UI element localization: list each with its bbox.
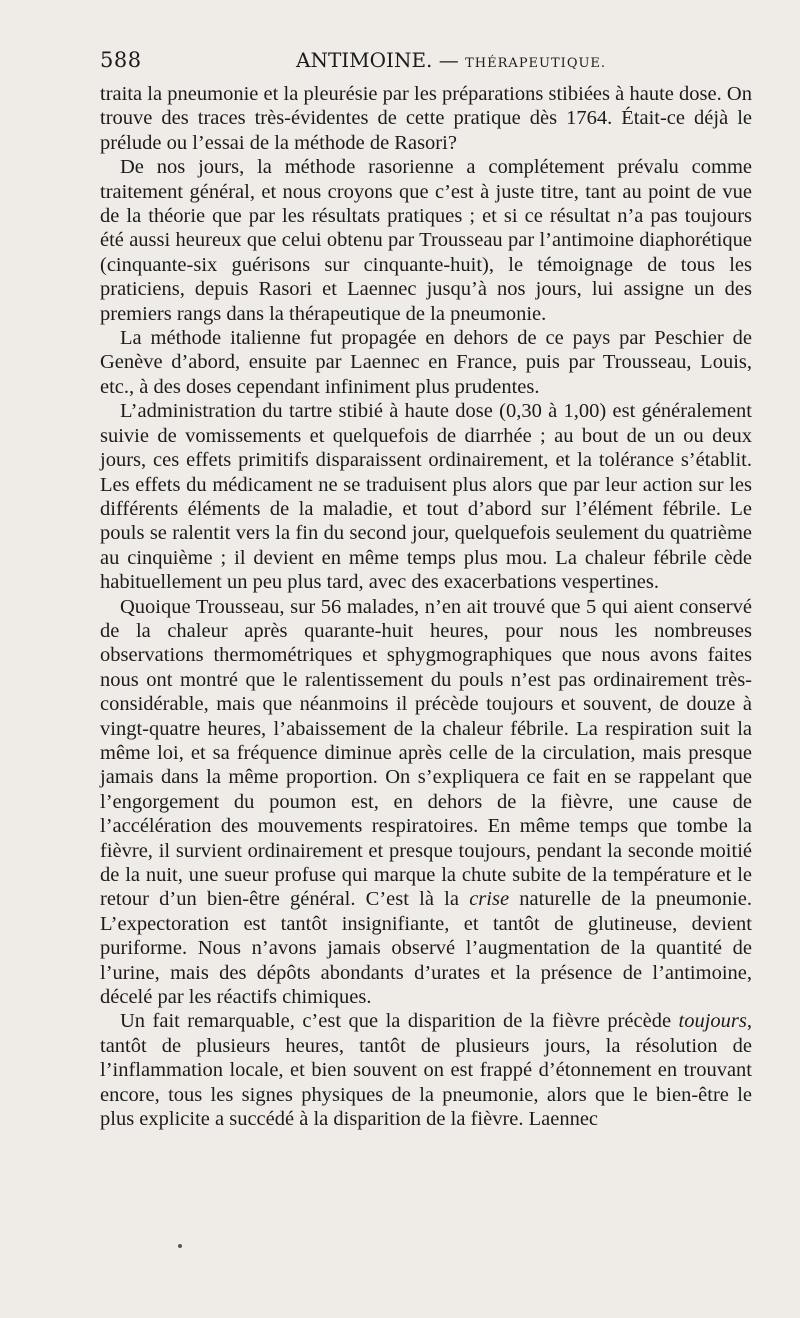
paragraph-remarkable-fact xyxy=(100,1009,752,1131)
body-text xyxy=(100,82,752,1131)
paragraph-text: Quoique Trousseau, sur 56 malades, n’en ait trouvé que 5 qui aient conservé de la chaleur après quarante-huit heures, pour nous les nombreuses observations thermométriques et sphygmographiques que nous avons faites nous ont montré que le ralentissement du pouls n’est pas ordinairement très-considérable, mais que néanmoins il précède toujours et souvent, de douze à vingt-quatre heures, l’abaissement de la chaleur fébrile. La respiration suit la même loi, et sa fréquence diminue après celle de la circulation, mais presque jamais dans la même proportion. On s’expliquera ce fait en se rappelant que l’engorgement du poumon est, en dehors de la fièvre, une cause de l’accélération des mouvements respiratoires. En même temps que tombe la fièvre, il survient ordinairement et presque toujours, pendant la seconde moitié de la nuit, une sueur profuse qui marque la chute subite de la température et le retour d’un bien-être général. C’est là la xyxy=(100,595,752,911)
paragraph-text: De nos jours, la méthode rasorienne a complétement prévalu comme traitement général, et nous croyons que c’est à juste titre, tant au point de vue de la théorie que par les résultats pratiques ; et si ce résultat n’a pas toujours été aussi heureux que celui obtenu par Trousseau par l’antimoine diaphorétique (cinquante-six guérisons sur cinquante-huit), le témoignage de tous les praticiens, depuis Rasori et Laennec jusqu’à nos jours, lui assigne un des premiers rangs dans la thérapeutique de la pneumonie. xyxy=(100,156,752,325)
emphasis-crise: crise xyxy=(469,888,510,911)
paragraph-text: L’administration du tartre stibié à haute dose (0,30 à 1,00) est généralement suivie de vomissements et quelquefois de diarrhée ; au bout de un ou deux jours, ces effets primitifs disparaissent ordinairement, et la tolérance s’établit. Les effets du médicament ne se traduisent plus alors que par leur action sur les différents éléments de la maladie, et tout d’abord sur l’élément fébrile. Le pouls se ralentit vers la fin du second jour, quelquefois seulement du quatrième au cinquième ; il devient en même temps plus mou. La chaleur fébrile cède habituellement un peu plus tard, avec des exacerbations vespertines. xyxy=(100,400,752,594)
running-title: ANTIMOINE. xyxy=(296,48,433,72)
paragraph-rasorian-method xyxy=(100,155,752,326)
paragraph-administration xyxy=(100,399,752,594)
ink-speck xyxy=(178,1244,182,1248)
page-number: 588 xyxy=(100,48,142,72)
running-section: THÉRAPEUTIQUE. xyxy=(465,56,607,71)
paragraph-text: Un fait remarquable, c’est que la disparition de la fièvre précède xyxy=(120,1010,679,1033)
paragraph-continuation xyxy=(100,82,752,155)
paragraph-text: La méthode italienne fut propagée en dehors de ce pays par Peschier de Genève d’abord, ensuite par Laennec en France, puis par Trousseau, Louis, etc., à des doses cependant infiniment plus prudentes. xyxy=(100,327,752,398)
running-head-separator: — xyxy=(438,48,459,72)
paragraph-italian-method xyxy=(100,326,752,399)
paragraph-observations xyxy=(100,595,752,1010)
emphasis-toujours: toujours xyxy=(678,1010,747,1033)
page-header xyxy=(100,48,748,78)
paragraph-text: traita la pneumonie et la pleurésie par les préparations stibiées à haute dose. On trouve des traces très-évidentes de cette pratique dès 1764. Était-ce déjà le prélude ou l’essai de la méthode de Rasori? xyxy=(100,83,752,154)
paragraph-text: naturelle de la pneumonie. L’expectoration est tantôt insignifiante, et tantôt de glutineuse, devient puriforme. Nous n’avons jamais observé l’augmentation de la quantité de l’urine, mais des dépôts abondants d’urates et la présence de l’antimoine, décelé par les réactifs chimiques. xyxy=(100,888,752,1009)
paragraph-text: , tantôt de plusieurs heures, tantôt de plusieurs jours, la résolution de l’inflammation locale, et bien souvent on est frappé d’étonnement en trouvant encore, tous les signes physiques de la pneumonie, alors que le bien-être le plus explicite a succédé à la disparition de la fièvre. Laennec xyxy=(100,1010,752,1131)
running-head xyxy=(296,48,606,72)
